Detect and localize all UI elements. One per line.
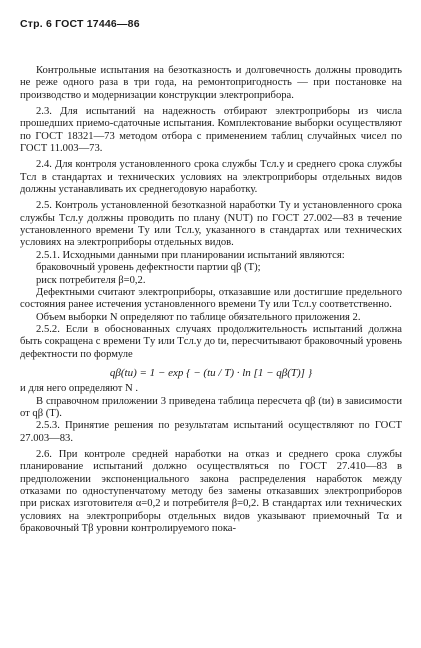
paragraph: Контрольные испытания на безотказность и долговечность должны проводить не реже одного раза в три года, на ремонтопригодность — при постановке на производство и модернизации конструкции электроприбора.: [20, 65, 402, 101]
paragraph: 2.4. Для контроля установленного срока службы Tсл.у и среднего срока службы Tсл в стандартах и технических условиях на электроприборы отдельных видов должны устанавливать их среднегодовую наработку.: [20, 159, 402, 196]
page-header: Стр. 6 ГОСТ 17446—86: [20, 18, 140, 30]
paragraph: 2.5. Контроль установленной безотказной наработки Tу и установленного срока службы Tсл.у должны проводить по плану (NUT) по ГОСТ 27.002—83 в течение установленного времени Tу или Tсл.у, указанного в стандартах или технических условиях на электроприборы отдельных видов.: [20, 200, 402, 249]
paragraph: риск потребителя β=0,2.: [36, 274, 146, 286]
paragraph: 2.3. Для испытаний на надежность отбирают электроприборы из числа прошедших приемо-сдаточные испытания. Комплектование выборки осуществляют по ГОСТ 18321—73 методом отбора с применением таблиц случайных чисел по ГОСТ 11.003—73.: [20, 106, 402, 155]
paragraph: 2.5.1. Исходными данными при планировании испытаний являются:: [36, 249, 345, 261]
document-body: [20, 65, 402, 535]
paragraph: 2.5.3. Принятие решения по результатам испытаний осуществляют по ГОСТ 27.003—83.: [20, 420, 402, 444]
paragraph: и для него определяют N .: [20, 383, 138, 395]
paragraph: браковочный уровень дефектности партии qβ (T);: [36, 262, 261, 274]
formula: qβ(tи) = 1 − exp { − (tи / T) · ln [1 − qβ(T)] }: [109, 366, 313, 379]
paragraph: Объем выборки N определяют по таблице обязательного приложения 2.: [36, 311, 361, 323]
paragraph: Дефектными считают электроприборы, отказавшие или достигшие предельного состояния ранее истечения установленного времени Tу или Tсл.у соответственно.: [20, 286, 402, 311]
paragraph: В справочном приложении 3 приведена таблица пересчета qβ (tи) в зависимости от qβ (T).: [20, 395, 402, 419]
paragraph: 2.6. При контроле средней наработки на отказ и среднего срока службы планирование испытаний должно осуществляться по ГОСТ 27.410—83 в предположении экспоненциального закона распределения наработок между отказами по одноступенчатому методу без замены отказавших электроприборов при рисках изготовителя α=0,2 и потребителя β=0,2. В стандартах или технических условиях на электроприборы отдельных видов указывают приемочный Tα и браковочный Tβ уровни контролируемого пока-: [20, 448, 402, 535]
paragraph: 2.5.2. Если в обоснованных случаях продолжительность испытаний должна быть сокращена с времени Tу или Tсл.у до tи, пересчитывают браковочный уровень дефектности по формуле: [20, 323, 402, 360]
